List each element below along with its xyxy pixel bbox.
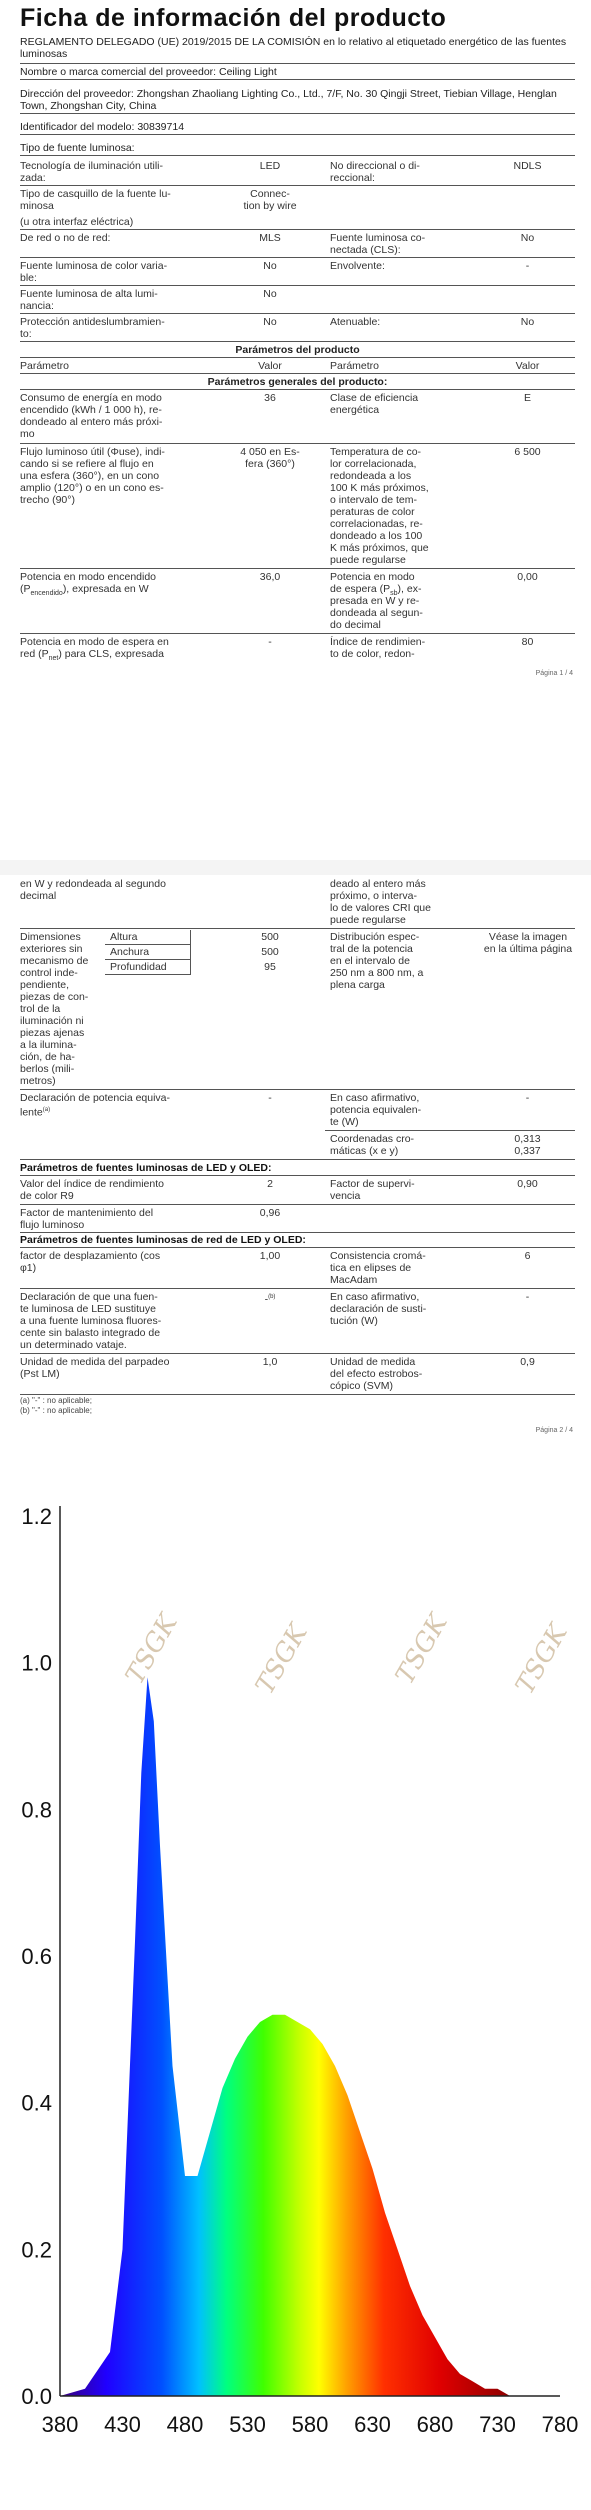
page-title: Ficha de información del producto [20, 4, 447, 32]
row-label: piezas de con- [20, 991, 89, 1003]
x-tick-label: 530 [229, 2412, 266, 2437]
row-label: factor de desplazamiento (cos [20, 1250, 161, 1262]
row-label: Temperatura de co- [330, 446, 422, 458]
product-params-header: Parámetros del producto [235, 344, 360, 356]
x-tick-label: 430 [104, 2412, 141, 2437]
row-label: exteriores sin [20, 943, 83, 955]
row-value: 6 [524, 1250, 531, 1262]
row-label: puede regularse [330, 554, 406, 566]
watermark-text: TSGK [250, 1619, 314, 1700]
row-label: Unidad de medida del parpadeo [20, 1356, 170, 1368]
row-label: Potencia en modo encendido [20, 571, 157, 583]
row-label: te (W) [330, 1116, 359, 1128]
row-label: Potencia en modo de espera en [20, 636, 169, 648]
divider [20, 1353, 575, 1354]
row-label: amplio (120°) o en un cono es- [20, 482, 164, 494]
y-tick-label: 0.6 [21, 1944, 52, 1969]
x-tick-label: 580 [291, 2412, 329, 2437]
col-value-header: Valor [515, 360, 540, 372]
dim-label: Profundidad [110, 961, 167, 973]
row-label: vencia [330, 1190, 361, 1202]
row-label: Factor de supervi- [330, 1178, 415, 1190]
page-1 [0, 0, 591, 860]
x-tick-label: 680 [416, 2412, 454, 2437]
row-label: encendido (kWh / 1 000 h), re- [20, 404, 162, 416]
row-value: NDLS [513, 160, 542, 172]
led-oled-header: Parámetros de fuentes luminosas de LED y OLED: [20, 1162, 272, 1174]
col-param-header: Parámetro [330, 360, 380, 372]
regulation-text: REGLAMENTO DELEGADO (UE) 2019/2015 DE LA COMISIÓN en lo relativo al etiquetado energético de las fuentes luminosas [20, 36, 567, 60]
row-label: Consumo de energía en modo [20, 392, 162, 404]
row-label: cente sin balasto integrado de [20, 1327, 161, 1339]
row-label: Fuente luminosa de alta lumi- [20, 288, 158, 300]
row-label: dondeado a los 100 [330, 530, 423, 542]
row-label: Protección antideslumbramien- [20, 316, 165, 328]
row-label: lente$^{(a)}$ [20, 1106, 51, 1119]
row-label: Valor del índice de rendimiento [20, 1178, 164, 1190]
row-value: 36,0 [259, 571, 281, 583]
row-label: Clase de eficiencia [330, 392, 419, 404]
divider [20, 389, 575, 390]
y-tick-label: 1.2 [21, 1504, 52, 1529]
row-label: peraturas de color [330, 506, 415, 518]
supplier-address: Dirección del proveedor: Zhongshan Zhaoliang Lighting Co., Ltd., 7/F, No. 30 Qingji Street, Tiebian Village, Henglan Town, Zhongshan City, China [20, 88, 575, 114]
row-label: Factor de mantenimiento del [20, 1207, 154, 1219]
general-params-header: Parámetros generales del producto: [207, 376, 388, 388]
divider [20, 373, 575, 374]
watermark-text: TSGK [390, 1609, 454, 1690]
row-label: Potencia en modo [330, 571, 415, 583]
footnote-a: (a) "-" : no aplicable; [20, 1396, 92, 1405]
row-label: (Pst LM) [20, 1368, 60, 1380]
row-label: mo [20, 428, 35, 440]
divider [20, 229, 575, 230]
divider [20, 1204, 575, 1205]
row-label: Atenuable: [330, 316, 381, 328]
row-label: iluminación ni [20, 1015, 84, 1027]
row-value: - [525, 1291, 530, 1303]
row-label: Fuente luminosa co- [330, 232, 426, 244]
x-tick-label: 480 [166, 2412, 204, 2437]
row-label: flujo luminoso [20, 1219, 85, 1231]
row-label: En caso afirmativo, [330, 1092, 420, 1104]
spectrum-area [60, 1677, 523, 2396]
row-label: Flujo luminoso útil (Φuse), indi- [20, 446, 165, 458]
row-value: 80 [521, 636, 534, 648]
divider [20, 1175, 575, 1176]
row-label: φ1) [20, 1262, 37, 1274]
row-label: tica en elipses de [330, 1262, 412, 1274]
y-tick-label: 1.0 [21, 1650, 52, 1676]
row-value: 0,96 [259, 1207, 281, 1219]
row-value: 0,9 [520, 1356, 535, 1368]
row-label: nectada (CLS): [330, 244, 401, 256]
row-value: MLS [259, 232, 281, 244]
divider [20, 633, 575, 634]
row-label: Declaración de que una fuen- [20, 1291, 158, 1303]
row-label: No direccional o di- [330, 160, 420, 172]
divider [20, 443, 575, 444]
row-label: Consistencia cromá- [330, 1250, 426, 1262]
row-value: Connec- [250, 188, 290, 200]
divider [20, 285, 575, 286]
watermark-text: TSGK [510, 1619, 574, 1700]
col-value-header: Valor [258, 360, 282, 372]
row-value: -$^{(b)}$ [264, 1293, 276, 1306]
divider [20, 313, 575, 314]
row-label: to de color, redon- [330, 648, 415, 660]
row-label: presada en W y re- [330, 595, 420, 607]
row-label: 100 K más próximos, [330, 482, 429, 494]
row-label: metros) [20, 1075, 56, 1087]
divider [20, 357, 575, 358]
row-label: de espera $(P_{sb})$, ex- [330, 583, 422, 598]
row-label: una esfera (360°), en un cono [20, 470, 160, 482]
row-value: 0,337 [514, 1145, 541, 1157]
y-tick-label: 0.2 [21, 2237, 52, 2263]
row-label: cópico (SVM) [330, 1380, 394, 1392]
row-label: deado al entero más [330, 878, 426, 890]
row-label: $(P_{encendido})$, expresada en W [20, 583, 149, 598]
row-label: (u otra interfaz eléctrica) [20, 216, 134, 228]
row-value: 0,313 [514, 1133, 541, 1145]
row-label: Tipo de casquillo de la fuente lu- [20, 188, 171, 200]
row-label: to: [20, 328, 32, 340]
row-label: 250 nm a 800 nm, a [330, 967, 424, 979]
row-label: redondeada a los [330, 470, 412, 482]
row-label: tral de la potencia [330, 943, 413, 955]
y-tick-label: 0.0 [21, 2384, 52, 2409]
row-value: - [525, 1092, 530, 1104]
row-label: un determinado vataje. [20, 1339, 127, 1351]
row-label: ble: [20, 272, 37, 284]
x-tick-label: 780 [541, 2412, 579, 2437]
row-value: No [520, 316, 535, 328]
divider [20, 1288, 575, 1289]
row-label: declaración de susti- [330, 1303, 427, 1315]
divider [20, 928, 575, 929]
divider [20, 185, 575, 186]
row-label: en W y redondeada al segundo [20, 878, 166, 890]
divider [20, 1247, 575, 1248]
col-param-header: Parámetro [20, 360, 70, 372]
x-tick-label: 630 [354, 2412, 391, 2437]
row-label: a una fuente luminosa fluores- [20, 1315, 162, 1327]
row-label: dondeado al entero más próxi- [20, 416, 163, 428]
row-label: lo de valores CRI que [330, 902, 431, 914]
divider [20, 341, 575, 342]
row-value: 0,90 [517, 1178, 538, 1190]
row-label: red $(P_{net})$ para CLS, expresada [20, 648, 164, 663]
page-number: Página 1 / 4 [535, 670, 573, 677]
row-label: De red o no de red: [20, 232, 111, 244]
divider [20, 1394, 575, 1395]
page-gap [0, 1415, 591, 1436]
source-type-label: Tipo de fuente luminosa: [20, 142, 575, 156]
dim-value: 500 [261, 931, 279, 943]
row-value: 1,00 [259, 1250, 281, 1262]
page-gap [0, 860, 591, 875]
divider [20, 1089, 575, 1090]
page-2 [0, 875, 591, 1415]
row-label: puede regularse [330, 914, 406, 926]
row-label: cando si se refiere al flujo en [20, 458, 154, 470]
divider [20, 257, 575, 258]
row-value: No [263, 260, 277, 272]
row-label: reccional: [330, 172, 375, 184]
row-value: - [268, 1092, 272, 1104]
divider [20, 1232, 575, 1233]
row-label: berlos (mili- [20, 1063, 75, 1075]
y-tick-label: 0.4 [21, 2090, 52, 2116]
x-tick-label: 730 [479, 2412, 516, 2437]
dim-value: 95 [264, 961, 276, 973]
row-label: Índice de rendimien- [330, 636, 426, 648]
model-identifier: Identificador del modelo: 30839714 [20, 121, 575, 135]
row-label: a la ilumina- [20, 1039, 77, 1051]
row-value: Véase la imagen [488, 931, 568, 943]
row-label: nancia: [20, 300, 54, 312]
row-label: trol de la [20, 1003, 61, 1015]
row-label: del efecto estrobos- [330, 1368, 423, 1380]
divider [20, 1159, 575, 1160]
row-label: ción, de ha- [20, 1051, 75, 1063]
row-label: Tecnología de iluminación utili- [20, 160, 163, 172]
row-label: potencia equivalen- [330, 1104, 422, 1116]
row-label: o intervalo de tem- [330, 494, 417, 506]
row-label: pendiente, [20, 979, 70, 991]
footnote-b: (b) "-" : no aplicable; [20, 1406, 92, 1415]
row-label: tución (W) [330, 1315, 378, 1327]
row-label: energética [330, 404, 380, 416]
mains-led-header: Parámetros de fuentes luminosas de red de LED y OLED: [20, 1234, 306, 1246]
row-value: 4 050 en Es- [240, 446, 300, 458]
row-label: correlacionadas, re- [330, 518, 423, 530]
row-value: No [520, 232, 535, 244]
row-value: - [268, 636, 272, 648]
row-value: 0,00 [517, 571, 538, 583]
row-value: No [263, 288, 277, 300]
row-label: lor correlacionada, [330, 458, 417, 470]
row-label: decimal [20, 890, 57, 902]
supplier-name: Nombre o marca comercial del proveedor: Ceiling Light [20, 66, 575, 80]
row-label: te luminosa de LED sustituye [20, 1303, 156, 1315]
row-label: Unidad de medida [330, 1356, 416, 1368]
row-label: Declaración de potencia equiva- [20, 1092, 171, 1104]
divider [20, 568, 575, 569]
row-value: 6 500 [514, 446, 541, 458]
page-number: Página 2 / 4 [535, 1427, 573, 1434]
row-value: LED [259, 160, 281, 172]
row-label: próximo, o interva- [330, 890, 417, 902]
row-label: do decimal [330, 619, 381, 631]
dim-label: Anchura [110, 946, 150, 958]
row-label: en el intervalo de [330, 955, 410, 967]
row-label: En caso afirmativo, [330, 1291, 420, 1303]
row-value: 1,0 [262, 1356, 278, 1368]
row-label: de color R9 [20, 1190, 74, 1202]
row-value: 36 [264, 392, 276, 404]
row-label: piezas ajenas [20, 1027, 85, 1039]
row-label: trecho (90°) [20, 494, 75, 506]
y-tick-label: 0.8 [21, 1797, 52, 1823]
row-value: - [525, 260, 530, 272]
dim-value: 500 [261, 946, 279, 958]
row-label: Distribución espec- [330, 931, 420, 943]
row-label: Fuente luminosa de color varia- [20, 260, 168, 272]
row-label: máticas (x e y) [330, 1145, 399, 1157]
row-label: mecanismo de [20, 955, 89, 967]
divider [325, 1130, 575, 1131]
row-value: 2 [267, 1178, 273, 1190]
row-value: tion by wire [243, 200, 297, 212]
row-value: en la última página [483, 943, 573, 955]
row-label: Dimensiones [20, 931, 81, 943]
x-tick-label: 380 [41, 2412, 79, 2437]
row-value: fera (360°) [245, 458, 295, 470]
spectral-distribution-chart [0, 1436, 591, 2510]
row-value: E [523, 392, 531, 404]
row-label: zada: [20, 172, 46, 184]
row-label: minosa [20, 200, 54, 212]
row-label: K más próximos, que [330, 542, 429, 554]
row-label: Coordenadas cro- [330, 1133, 415, 1145]
dim-label: Altura [110, 931, 138, 943]
row-label: plena carga [330, 979, 385, 991]
page-3 [0, 1436, 591, 2510]
divider [20, 63, 575, 64]
row-label: dondeada al segun- [330, 607, 423, 619]
row-label: MacAdam [330, 1274, 378, 1286]
row-label: control inde- [20, 967, 78, 979]
row-value: No [263, 316, 277, 328]
watermark-text: TSGK [120, 1609, 184, 1690]
row-label: Envolvente: [330, 260, 385, 272]
